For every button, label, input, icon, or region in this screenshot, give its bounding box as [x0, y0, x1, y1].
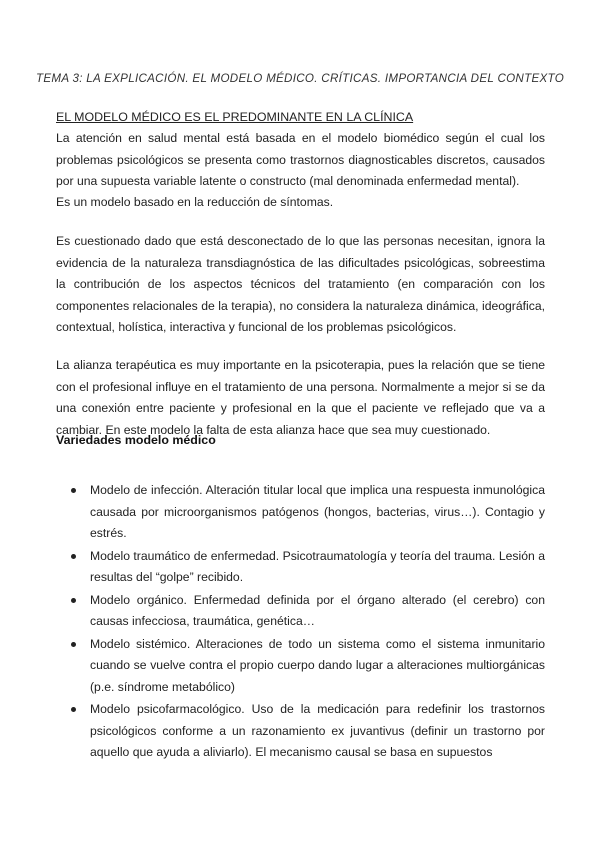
varieties-list [56, 480, 545, 765]
list-item-text: Modelo sistémico. Alteraciones de todo un sistema como el sistema inmunitario cuando se vuelve contra el propio cuerpo dando lugar a alteraciones multiorgánicas (p.e. síndrome metabólico) [90, 636, 545, 694]
bullet-icon [71, 598, 76, 603]
list-item [56, 590, 545, 633]
list-item [56, 480, 545, 545]
list-item-text: Modelo psicofarmacológico. Uso de la medicación para redefinir los trastornos psicológicos conforme a un razonamiento ex juvantivus (definir un trastorno por aquello que ayuda a aliviarlo). El mecanismo causal se basa en supuestos [90, 702, 545, 759]
bullet-icon [71, 642, 76, 647]
list-item-text: Modelo de infección. Alteración titular local que implica una respuesta inmunológica causada por microorganismos patógenos (hongos, bacterias, virus…). Contagio y estrés. [90, 483, 545, 540]
bullet-icon [71, 554, 76, 559]
list-item [56, 699, 545, 764]
bullet-icon [71, 707, 76, 712]
list-item-text: Modelo traumático de enfermedad. Psicotraumatología y teoría del trauma. Lesión a resultas del “golpe” recibido. [90, 548, 545, 584]
paragraph-criticism: Es cuestionado dado que está desconectado de lo que las personas necesitan, ignora la evidencia de la naturaleza transdiagnóstica de las dificultades psicológicas, sobreestima la contribución de los aspectos técnicos del tratamiento (en comparación con los componentes relacionales de la terapia), no considera la naturaleza dinámica, ideográfica, contextual, holística, interactiva y funcional de los problemas psicológicos. [56, 234, 545, 334]
bullet-icon [71, 488, 76, 493]
list-item [56, 634, 545, 699]
list-item [56, 546, 545, 589]
section-heading: EL MODELO MÉDICO ES EL PREDOMINANTE EN LA CLÍNICA [56, 110, 414, 124]
paragraph-therapeutic-alliance: La alianza terapéutica es muy importante en la psicoterapia, pues la relación que se tiene con el profesional influye en el tratamiento de una persona. Normalmente a mejor si se da una conexión entre paciente y profesional en la que el paciente ve reflejado que va a cambiar. En este modelo la falta de esta alianza hace que sea muy cuestionado. [56, 358, 545, 437]
list-item-text: Modelo orgánico. Enfermedad definida por el órgano alterado (el cerebro) con causas infecciosa, traumática, genética… [90, 592, 545, 628]
subheading-varieties: Variedades modelo médico [56, 433, 216, 447]
paragraph-symptom-reduction: Es un modelo basado en la reducción de síntomas. [56, 195, 334, 209]
page-title: TEMA 3: LA EXPLICACIÓN. EL MODELO MÉDICO. CRÍTICAS. IMPORTANCIA DEL CONTEXTO [35, 72, 565, 85]
paragraph-biomedical-model: La atención en salud mental está basada en el modelo biomédico según el cual los problemas psicológicos se presenta como trastornos diagnosticables discretos, causados por una supuesta variable latente o constructo (mal denominada enfermedad mental). [56, 131, 545, 188]
